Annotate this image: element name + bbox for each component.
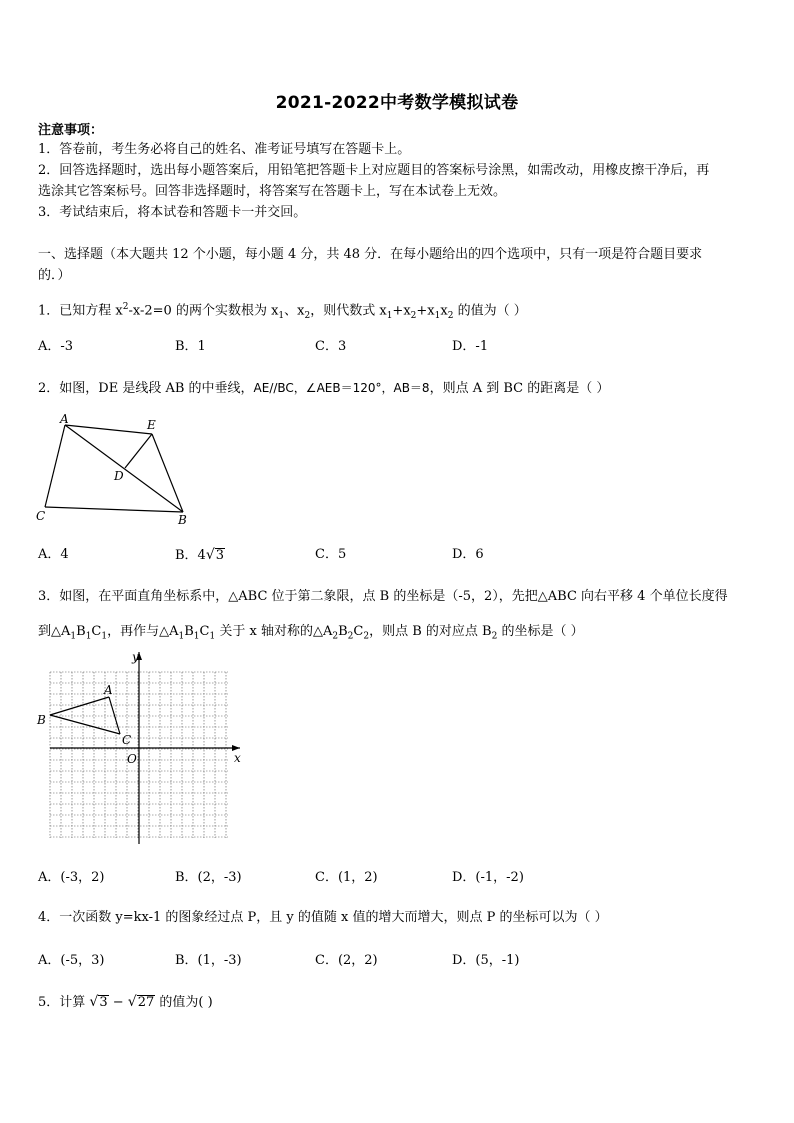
question-3-coordinate-grid: [30, 648, 250, 848]
q4-option-a[interactable]: A．(-5，3): [38, 953, 105, 968]
q4-option-d[interactable]: D．(5，-1): [452, 953, 520, 968]
question-4-stem: 4．一次函数 y=kx-1 的图象经过点 P，且 y 的值随 x 值的增大而增大，则点 P 的坐标可以为（ ）: [38, 910, 608, 925]
point-label-c: C: [122, 733, 132, 747]
q1-option-c[interactable]: C．3: [315, 339, 347, 354]
notice-line-3: 3．考试结束后，将本试卷和答题卡一并交回。: [38, 205, 307, 220]
question-2-stem: 2．如图，DE 是线段 AB 的中垂线，AE//BC，∠AEB＝120°，AB＝8，则点 A 到 BC 的距离是（ ）: [38, 381, 610, 396]
label-d: D: [114, 469, 124, 483]
q3-option-c[interactable]: C．(1，2): [315, 870, 378, 885]
section-heading-line-1: 一、选择题（本大题共 12 个小题，每小题 4 分，共 48 分．在每小题给出的四个选项中，只有一项是符合题目要求: [38, 247, 703, 262]
q3-option-d[interactable]: D．(-1，-2): [452, 870, 524, 885]
q4-option-b[interactable]: B．(1，-3): [175, 953, 242, 968]
label-e: E: [147, 418, 156, 432]
notice-heading: 注意事项：: [38, 123, 104, 138]
sqrt-radicand: 3: [215, 548, 225, 563]
segment-ac: [45, 425, 65, 507]
label-a: A: [60, 412, 69, 426]
question-4-options: [38, 952, 758, 970]
axis-label-x: x: [234, 751, 241, 765]
notice-line-2a: 2．回答选择题时，选出每小题答案后，用铅笔把答题卡上对应题目的答案标号涂黑，如需改动，用橡皮擦干净后，再: [38, 163, 710, 178]
segment-bc: [50, 715, 120, 734]
label-c: C: [36, 509, 46, 523]
question-2-figure: [30, 410, 200, 530]
q2-option-a[interactable]: A．4: [38, 547, 69, 562]
q1-option-d[interactable]: D．-1: [452, 339, 489, 354]
segment-ba: [50, 697, 109, 715]
point-label-a: A: [104, 683, 113, 697]
section-heading-line-2: 的．）: [38, 268, 71, 283]
question-1-options: [38, 338, 758, 356]
q2-option-d[interactable]: D．6: [452, 547, 484, 562]
origin-label: O: [127, 752, 137, 766]
segment-ed: [125, 434, 152, 468]
question-1-stem: 1．已知方程 $x^2-x-2=0$ 的两个实数根为 $x_1$、$x_2$，则代数式 $x_1+x_2+x_1x_2$ 的值为（ ）: [38, 302, 527, 321]
q1-option-a[interactable]: A．-3: [38, 339, 74, 354]
q3-option-b[interactable]: B．(2，-3): [175, 870, 242, 885]
notice-line-2b: 选涂其它答案标号。回答非选择题时，将答案写在答题卡上，写在本试卷上无效。: [38, 184, 507, 199]
question-2-options: [38, 546, 758, 564]
question-3-stem-line-2: 到$\triangle A_1B_1C_1$，再作与$\triangle A_1B_1C_1$ 关于 x 轴对称的$\triangle A_2B_2C_2$，则点 B 的对应点 $B_2$ 的坐标是（ ）: [38, 624, 584, 642]
segment-ae: [65, 425, 152, 434]
sqrt-radicand-1: 3: [99, 995, 108, 1010]
question-3-options: [38, 869, 758, 887]
label-b: B: [178, 513, 187, 527]
q3-option-a[interactable]: A．(-3，2): [38, 870, 105, 885]
page-title: 2021-2022中考数学模拟试卷: [275, 93, 519, 113]
question-5-stem: 5．计算 √3 − √27 的值为( ): [38, 994, 213, 1010]
q4-option-c[interactable]: C．(2，2): [315, 953, 378, 968]
notice-line-1: 1．答卷前，考生务必将自己的姓名、准考证号填写在答题卡上。: [38, 142, 411, 157]
question-3-stem-line-1: 3．如图，在平面直角坐标系中，△ABC 位于第二象限，点 B 的坐标是（-5，2），先把△ABC 向右平移 4 个单位长度得: [38, 589, 728, 604]
q2-option-b[interactable]: B．4√3: [175, 547, 225, 563]
axis-label-y: y: [132, 650, 139, 664]
q2-option-c[interactable]: C．5: [315, 547, 347, 562]
segment-ac: [109, 697, 120, 734]
point-label-b: B: [37, 713, 46, 727]
segment-cb: [45, 507, 183, 512]
triangle-abc: [50, 697, 120, 734]
sqrt-radicand-2: 27: [137, 995, 155, 1010]
q1-option-b[interactable]: B．1: [175, 339, 206, 354]
